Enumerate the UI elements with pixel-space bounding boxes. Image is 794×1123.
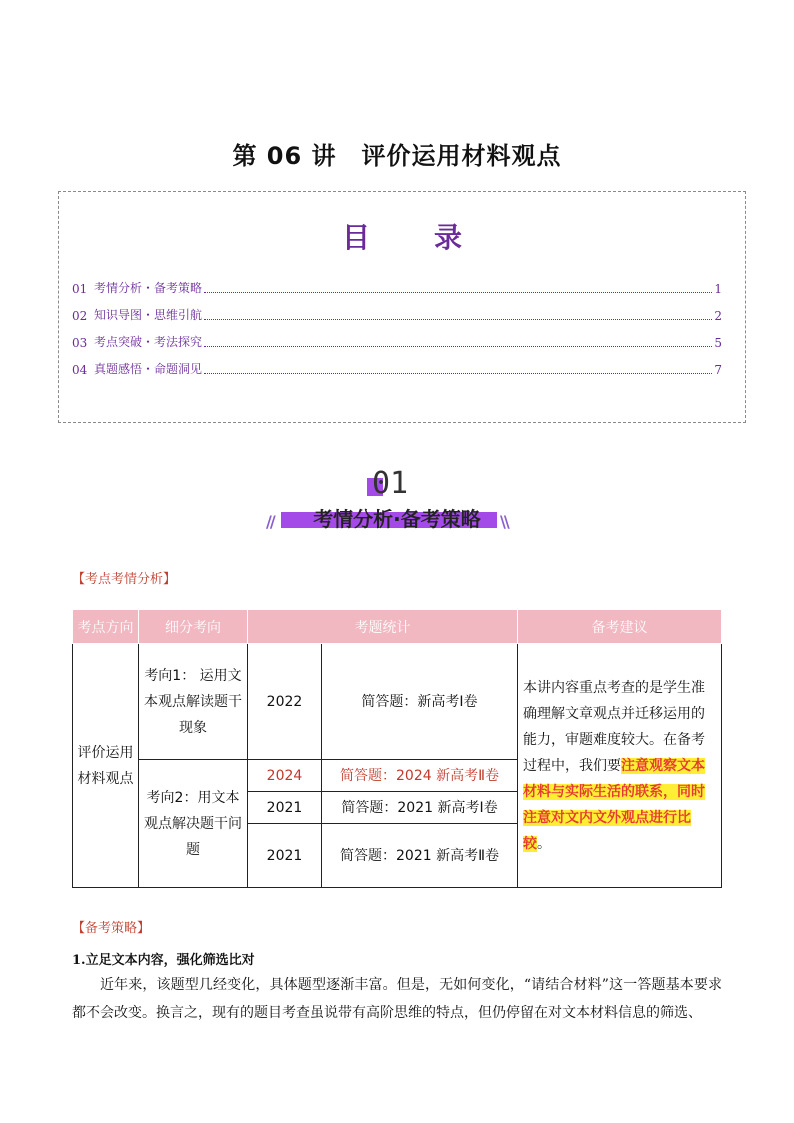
advice-cell bbox=[518, 644, 722, 888]
section-number: 01 bbox=[372, 466, 409, 501]
question-cell: 简答题：2021 新高考Ⅰ卷 bbox=[322, 792, 518, 824]
toc-item-label: 考情分析・备考策略 bbox=[94, 281, 203, 295]
toc-item-page: 7 bbox=[714, 363, 722, 377]
toc-item[interactable] bbox=[72, 305, 722, 323]
toc-item[interactable] bbox=[72, 359, 722, 377]
toc-item-number: 02 bbox=[72, 309, 88, 323]
strategy-heading: 1.立足文本内容，强化筛选比对 bbox=[72, 953, 255, 968]
toc-leader-dots bbox=[204, 319, 712, 320]
toc-item[interactable] bbox=[72, 278, 722, 296]
exam-stats-table bbox=[72, 609, 722, 888]
toc-item-page: 1 bbox=[714, 282, 722, 296]
toc-item-number: 04 bbox=[72, 363, 88, 377]
advice-end: 。 bbox=[537, 835, 551, 852]
question-cell: 简答题：新高考Ⅰ卷 bbox=[322, 644, 518, 760]
header-statistics: 考题统计 bbox=[248, 610, 518, 644]
sub-direction-cell: 考向1： 运用文本观点解读题干现象 bbox=[139, 644, 248, 760]
toc-item-label: 知识导图・思维引航 bbox=[94, 308, 203, 322]
section-slash-left: // bbox=[266, 512, 274, 531]
toc-heading: 目 录 bbox=[341, 221, 480, 254]
year-cell: 2021 bbox=[248, 824, 322, 888]
toc-item-number: 03 bbox=[72, 336, 88, 350]
direction-cell: 评价运用材料观点 bbox=[73, 644, 139, 888]
toc-item-number: 01 bbox=[72, 282, 88, 296]
sub-direction-cell: 考向2：用文本观点解决题干问题 bbox=[139, 760, 248, 888]
strategy-paragraph: 近年来，该题型几经变化，具体题型逐渐丰富。但是，无如何变化，“请结合材料”这一答题基本要求都不会改变。换言之，现有的题目考查虽说带有高阶思维的特点，但仍停留在对文本材料信息的筛选、 bbox=[72, 977, 722, 1021]
toc-item-label: 真题感悟・命题洞见 bbox=[94, 362, 203, 376]
year-cell: 2024 bbox=[248, 760, 322, 792]
table-header-row bbox=[73, 610, 722, 644]
advice-text: 本讲内容重点考查的是学生准确理解文章观点并迁移运用的能力，审题难度较大。在备考过程中，我们要 bbox=[523, 679, 705, 774]
table-of-contents bbox=[58, 191, 746, 423]
header-direction: 考点方向 bbox=[73, 610, 139, 644]
section-title: 考情分析·备考策略 bbox=[313, 507, 481, 531]
page-title: 第 06 讲 评价运用材料观点 bbox=[232, 142, 562, 170]
advice-highlight: 注意观察文本材料与实际生活的联系，同时注意对文内文外观点进行比较 bbox=[523, 757, 705, 852]
toc-leader-dots bbox=[204, 292, 712, 293]
toc-item-page: 5 bbox=[714, 336, 722, 350]
year-cell: 2022 bbox=[248, 644, 322, 760]
header-sub-direction: 细分考向 bbox=[139, 610, 248, 644]
analysis-label: 【考点考情分析】 bbox=[72, 572, 177, 587]
toc-leader-dots bbox=[204, 346, 712, 347]
header-advice: 备考建议 bbox=[518, 610, 722, 644]
toc-item-page: 2 bbox=[714, 309, 722, 323]
question-cell: 简答题：2024 新高考Ⅱ卷 bbox=[322, 760, 518, 792]
toc-leader-dots bbox=[204, 373, 712, 374]
toc-item-label: 考点突破・考法探究 bbox=[94, 335, 203, 349]
section-slash-right: \\ bbox=[500, 512, 508, 531]
toc-item[interactable] bbox=[72, 332, 722, 350]
table-row bbox=[73, 644, 722, 760]
question-cell: 简答题：2021 新高考Ⅱ卷 bbox=[322, 824, 518, 888]
strategy-label: 【备考策略】 bbox=[72, 921, 151, 936]
year-cell: 2021 bbox=[248, 792, 322, 824]
